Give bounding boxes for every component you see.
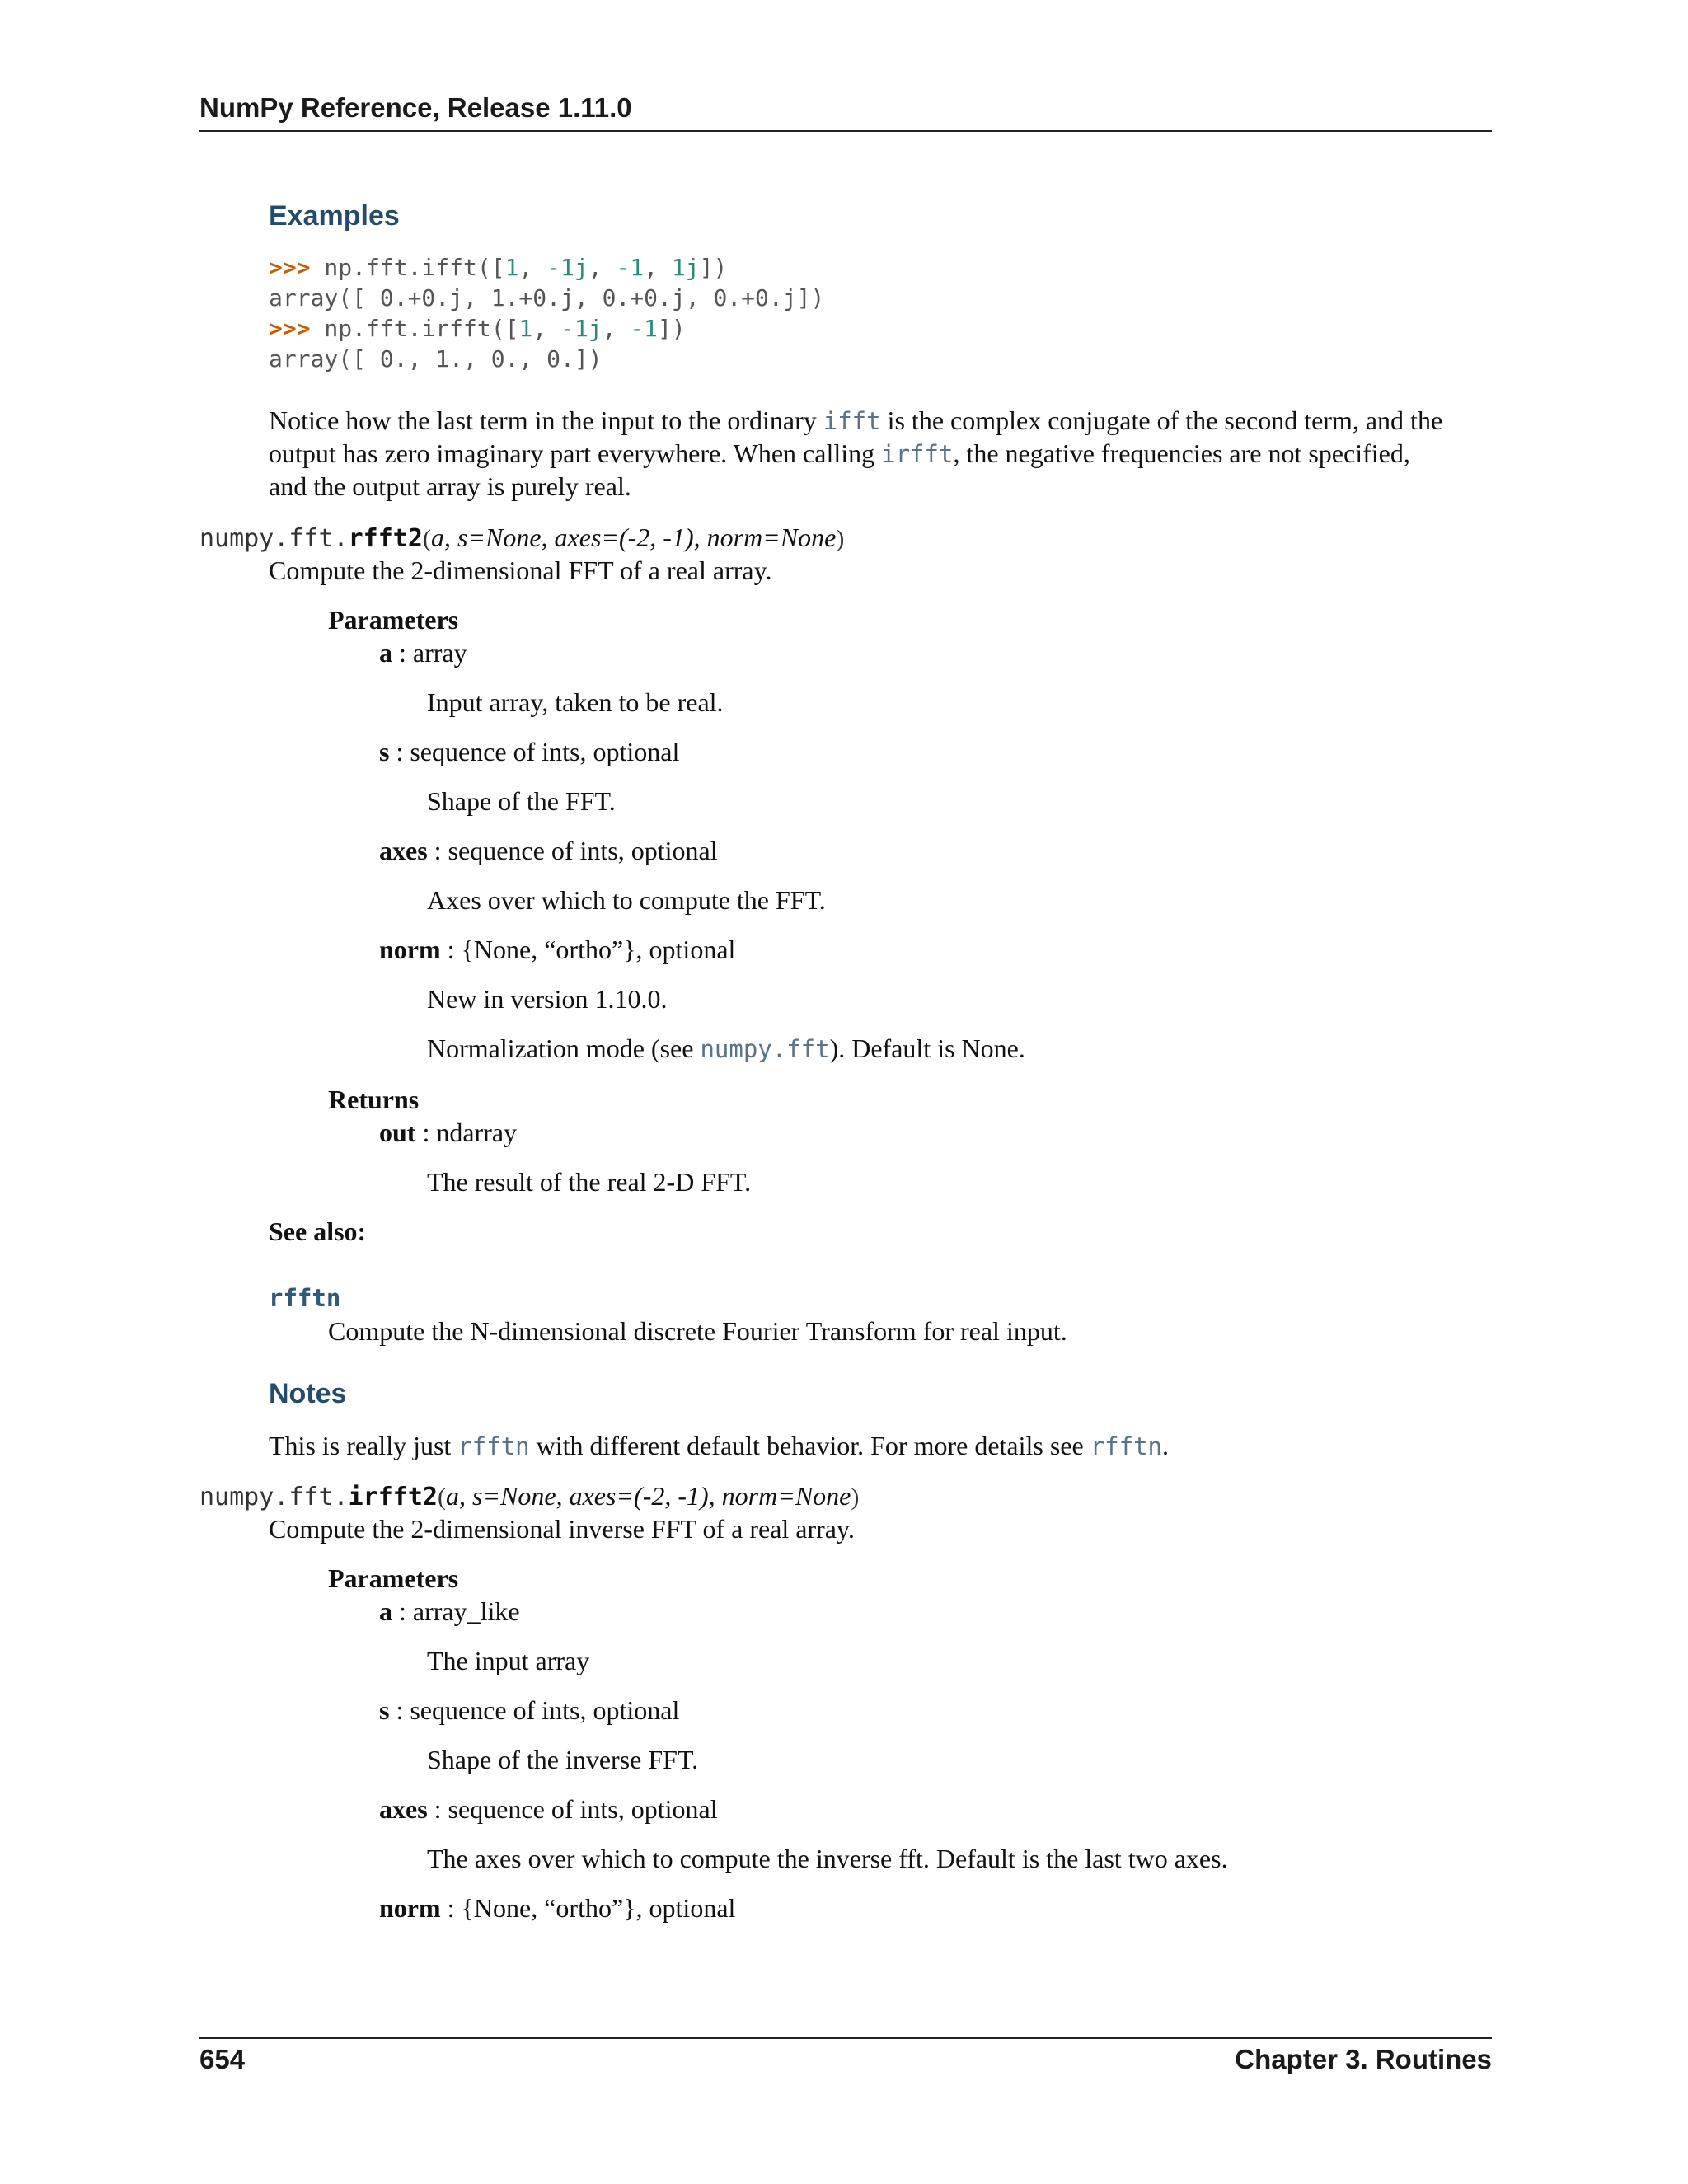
code-text: , — [644, 254, 672, 281]
code-output-1: array([ 0.+0.j, 1.+0.j, 0.+0.j, 0.+0.j]) — [269, 284, 825, 312]
signature-paren: ) — [851, 1483, 860, 1511]
code-text: np.fft.irfft([ — [310, 315, 519, 342]
param-name: out — [379, 1118, 416, 1147]
page-number: 654 — [199, 2044, 246, 2074]
signature-name: irfft2 — [348, 1483, 438, 1511]
param-type: : {None, “ortho”}, optional — [440, 1893, 736, 1923]
param-name: axes — [379, 1794, 428, 1824]
examples-heading: Examples — [269, 200, 400, 232]
text-run: , the negative frequencies are not specified, — [953, 438, 1410, 468]
notice-paragraph-line-1 — [269, 404, 1442, 438]
rfft2-param-axes-desc: Axes over which to compute the FFT. — [427, 885, 826, 915]
signature-paren: ) — [836, 525, 845, 552]
code-number: 1j — [671, 254, 700, 281]
text-run: This is really just — [269, 1431, 458, 1460]
param-name: norm — [379, 1893, 441, 1923]
signature-module: numpy.fft. — [199, 1483, 349, 1511]
notice-paragraph-line-2 — [269, 437, 1410, 471]
rfft2-param-norm-desc-2 — [427, 1032, 1025, 1066]
irfft2-param-a-desc: The input array — [427, 1646, 590, 1675]
code-line-2 — [269, 313, 686, 344]
param-type: : array — [392, 638, 467, 668]
irfft2-param-axes-desc: The axes over which to compute the inverse fft. Default is the last two axes. — [427, 1844, 1228, 1873]
param-type: : sequence of ints, optional — [427, 836, 718, 865]
code-text: , — [602, 315, 631, 342]
rfft2-param-s — [379, 735, 679, 768]
signature-name: rfft2 — [348, 524, 423, 553]
code-prompt: >>> — [269, 315, 311, 342]
text-run: Normalization mode (see — [427, 1033, 701, 1063]
param-name: a — [379, 1596, 392, 1626]
code-number: 1 — [518, 315, 533, 342]
ifft-link[interactable]: ifft — [823, 407, 881, 435]
code-text: , — [532, 315, 561, 342]
footer-rule — [199, 2037, 1492, 2039]
param-type: : sequence of ints, optional — [427, 1794, 718, 1824]
notice-paragraph-line-3: and the output array is purely real. — [269, 471, 631, 501]
rfft2-summary: Compute the 2-dimensional FFT of a real array. — [269, 555, 772, 585]
irfft2-param-s-desc: Shape of the inverse FFT. — [427, 1745, 699, 1774]
code-number: -1j — [560, 315, 603, 342]
param-name: norm — [379, 935, 441, 964]
text-run: Notice how the last term in the input to the ordinary — [269, 405, 823, 435]
rfft2-param-norm-desc: New in version 1.10.0. — [427, 984, 668, 1014]
signature-paren: ( — [438, 1483, 446, 1511]
rfft2-return-out — [379, 1116, 517, 1149]
irfft2-param-axes — [379, 1793, 718, 1825]
text-run: . — [1162, 1431, 1170, 1460]
irfft2-parameters-label: Parameters — [328, 1563, 459, 1593]
rfft2-param-a — [379, 636, 467, 669]
code-number: -1 — [616, 254, 645, 281]
param-name: s — [379, 1695, 390, 1725]
code-number: 1 — [504, 254, 519, 281]
param-name: a — [379, 638, 392, 668]
notes-paragraph — [269, 1429, 1169, 1463]
see-also-rfftn-desc: Compute the N-dimensional discrete Fourier Transform for real input. — [328, 1316, 1067, 1346]
see-also-label: See also: — [269, 1216, 367, 1246]
code-line-1 — [269, 252, 727, 283]
rfft2-parameters-label: Parameters — [328, 605, 459, 635]
param-name: s — [379, 737, 390, 766]
text-run: with different default behavior. For more details see — [529, 1431, 1090, 1460]
irfft2-param-a — [379, 1595, 520, 1628]
irfft2-param-s — [379, 1694, 679, 1727]
code-output-2: array([ 0., 1., 0., 0.]) — [269, 345, 603, 373]
rfft2-param-axes — [379, 834, 718, 867]
code-number: -1 — [630, 315, 659, 342]
code-text: , — [588, 254, 617, 281]
text-run: ). Default is None. — [829, 1033, 1025, 1063]
rfft2-return-out-desc: The result of the real 2-D FFT. — [427, 1167, 752, 1197]
code-text: ]) — [658, 315, 686, 342]
numpy-fft-link[interactable]: numpy.fft — [700, 1035, 830, 1063]
notes-heading: Notes — [269, 1378, 347, 1409]
irfft-link[interactable]: irfft — [881, 440, 954, 468]
irfft2-summary: Compute the 2-dimensional inverse FFT of a real array. — [269, 1514, 855, 1544]
see-also-rfftn-link[interactable]: rfftn — [269, 1284, 341, 1312]
signature-module: numpy.fft. — [199, 524, 349, 553]
rfftn-link[interactable]: rfftn — [457, 1432, 530, 1460]
rfft2-param-a-desc: Input array, taken to be real. — [427, 687, 724, 717]
param-name: axes — [379, 836, 428, 865]
code-text: np.fft.ifft([ — [310, 254, 505, 281]
param-type: : sequence of ints, optional — [389, 737, 680, 766]
code-text: , — [518, 254, 547, 281]
code-prompt: >>> — [269, 254, 311, 281]
text-run: is the complex conjugate of the second term, and the — [880, 405, 1443, 435]
header-rule — [199, 130, 1492, 132]
text-run: output has zero imaginary part everywhere. When calling — [269, 438, 882, 468]
rfftn-link[interactable]: rfftn — [1090, 1432, 1163, 1460]
rfft2-returns-label: Returns — [328, 1085, 420, 1114]
rfft2-param-norm — [379, 933, 735, 966]
running-header: NumPy Reference, Release 1.11.0 — [199, 92, 632, 123]
signature-args: a, s=None, axes=(-2, -1), norm=None — [430, 523, 837, 552]
rfft2-param-s-desc: Shape of the FFT. — [427, 786, 616, 816]
param-type: : {None, “ortho”}, optional — [440, 935, 736, 964]
code-text: ]) — [699, 254, 728, 281]
irfft2-param-norm — [379, 1891, 735, 1924]
param-type: : array_like — [392, 1596, 520, 1626]
chapter-label: Chapter 3. Routines — [1235, 2044, 1492, 2074]
param-type: : sequence of ints, optional — [389, 1695, 680, 1725]
signature-paren: ( — [422, 525, 431, 552]
code-number: -1j — [546, 254, 588, 281]
signature-args: a, s=None, axes=(-2, -1), norm=None — [446, 1481, 851, 1511]
param-type: : ndarray — [415, 1118, 518, 1147]
